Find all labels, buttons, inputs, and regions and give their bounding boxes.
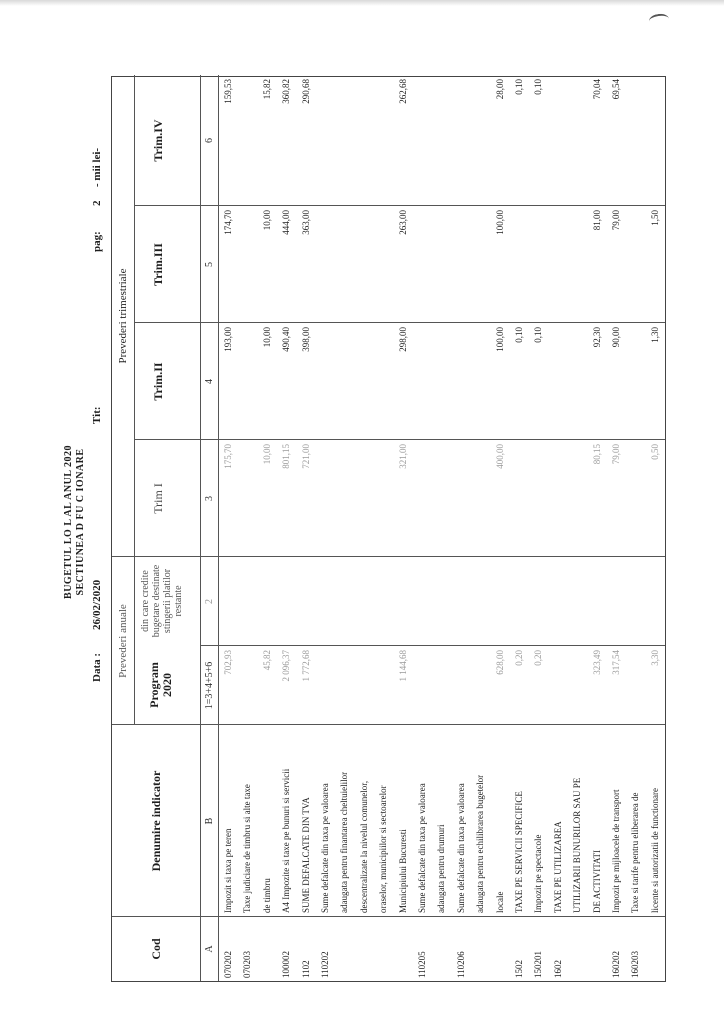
col-divider — [112, 724, 665, 725]
title-line-1: BUGETUL LO L AL ANUL 2020 — [63, 445, 74, 599]
header-prevederi-anuale: Prevederi anuale — [117, 604, 129, 678]
table-cell-prog: 628,00 — [494, 650, 505, 675]
table-cell-den: SUME DEFALCATE DIN TVA — [300, 797, 311, 913]
table-cell-den: TAXE PE SERVICII SPECIFICE — [514, 791, 524, 913]
table-cell-t2: 193,00 — [223, 327, 233, 352]
table-cell-den: descentralizate la nivelul comunelor, — [358, 780, 369, 913]
table-cell-prog: 1 772,68 — [300, 650, 311, 682]
table-cell-t3: 81,00 — [591, 210, 602, 231]
header-denumire: Denumire indicator — [149, 770, 163, 872]
table-cell-cod: 110202 — [320, 951, 330, 978]
row-divider — [200, 75, 201, 981]
col-divider — [112, 916, 665, 917]
table-cell-t4: 290,68 — [300, 79, 311, 104]
header-program: Program 2020 — [147, 662, 174, 708]
table-cell-t2: 298,00 — [397, 327, 408, 352]
tit-label: Tit: — [91, 406, 103, 424]
table-cell-t4: 262,68 — [397, 79, 408, 104]
header-credite: din care credite bugetare destinate stingerii platilor restante — [140, 564, 184, 638]
table-cell-prog: 323,49 — [591, 650, 602, 675]
table-cell-t3: 10,00 — [261, 210, 272, 231]
table-cell-t1: 801,15 — [281, 444, 292, 469]
table-cell-cod: 110205 — [417, 951, 427, 978]
table-cell-t1: 321,00 — [397, 444, 408, 469]
table-cell-cod: 100002 — [281, 951, 292, 978]
table-cell-t3: 363,00 — [300, 210, 311, 235]
index-5: 5 — [204, 262, 215, 267]
table-cell-prog: 0,20 — [514, 650, 524, 666]
table-cell-t2: 92,30 — [591, 327, 602, 348]
header-prevederi-trimestriale: Prevederi trimestriale — [117, 268, 129, 364]
table-cell-t1: 10,00 — [261, 444, 272, 465]
table-cell-t4: 0,10 — [514, 79, 524, 95]
budget-sheet — [59, 76, 669, 982]
table-cell-den: DE ACTIVITATI — [591, 849, 602, 913]
scan-mark — [648, 13, 669, 28]
table-cell-t3: 174,70 — [223, 210, 233, 235]
budget-table — [111, 76, 666, 982]
table-cell-den: Impozit si taxa pe teren — [223, 828, 233, 913]
index-2: 2 — [204, 599, 215, 604]
table-cell-t1: 175,70 — [223, 444, 233, 469]
document-title — [63, 312, 87, 732]
index-a: A — [204, 945, 215, 953]
table-cell-t3: 444,00 — [281, 210, 292, 235]
header-trim2: Trim.II — [151, 362, 165, 401]
date-value: 26/02/2020 — [91, 579, 103, 630]
table-cell-t1: 79,00 — [611, 444, 621, 465]
table-cell-t2: 90,00 — [611, 327, 621, 348]
index-1: 1=3+4+5+6 — [204, 661, 215, 710]
col-divider — [200, 645, 665, 646]
table-cell-den: Sume defalcate din taxa pe valoarea — [320, 783, 330, 913]
row-divider — [134, 75, 135, 557]
table-cell-den: oraselor, municipiilor si sectoarelor — [378, 785, 389, 913]
table-cell-cod: 070203 — [242, 951, 253, 978]
table-cell-den: Sume defalcate din taxa pe valoarea — [417, 783, 427, 913]
header-cod: Cod — [149, 938, 163, 960]
table-cell-prog: 2 096,37 — [281, 650, 292, 682]
index-3: 3 — [204, 496, 215, 501]
table-cell-den: locale — [494, 891, 505, 913]
table-cell-cod: 070202 — [223, 951, 233, 978]
table-cell-t3: 1,50 — [649, 210, 660, 226]
title-line-2: SECTIUNEA D FU C IONARE — [75, 448, 86, 596]
scan-edge — [0, 0, 724, 6]
table-cell-t4: 70,04 — [591, 79, 602, 100]
table-cell-cod: 160203 — [630, 951, 641, 978]
unit-label: - mii lei- — [91, 147, 103, 187]
header-trim4: Trim.IV — [151, 119, 165, 162]
table-cell-den: Municipiului Bucuresti — [397, 829, 408, 913]
table-cell-t2: 398,00 — [300, 327, 311, 352]
table-cell-t4: 360,82 — [281, 79, 292, 104]
page-number: 2 — [91, 200, 103, 206]
table-cell-prog: 0,20 — [533, 650, 544, 666]
page-label: pag: — [91, 231, 103, 252]
table-cell-den: adaugata pentru drumuri — [436, 824, 447, 913]
row-divider — [218, 75, 219, 981]
table-cell-den: Impozit pe spectacole — [533, 834, 544, 913]
table-cell-t2: 100,00 — [494, 327, 505, 352]
row-divider — [134, 557, 135, 725]
table-cell-prog: 317,54 — [611, 650, 621, 675]
table-cell-cod: 160202 — [611, 951, 621, 978]
table-cell-t1: 80,15 — [591, 444, 602, 465]
table-cell-t3: 263,00 — [397, 210, 408, 235]
date-label: Data : — [91, 652, 103, 682]
table-cell-den: Taxe si tarife pentru eliberarea de — [630, 792, 641, 913]
table-cell-den: adaugata pentru finantarea cheltuielilor — [339, 771, 350, 913]
table-cell-t1: 400,00 — [494, 444, 505, 469]
table-cell-t2: 1,30 — [649, 327, 660, 343]
table-cell-t4: 0,10 — [533, 79, 544, 95]
index-4: 4 — [204, 379, 215, 384]
table-cell-cod: 1602 — [552, 960, 563, 978]
table-cell-t1: 0,50 — [649, 444, 660, 460]
table-cell-den: UTILIZARII BUNURILOR SAU PE — [572, 777, 583, 913]
header-trim1: Trim I — [151, 483, 165, 514]
table-cell-den: Taxe judiciare de timbru si alte taxe — [242, 784, 253, 913]
table-cell-t2: 490,40 — [281, 327, 292, 352]
table-cell-den: Impozit pe mijloacele de transport — [611, 789, 621, 913]
table-cell-den: de timbru — [261, 878, 272, 913]
table-cell-cod: 1102 — [300, 960, 311, 978]
table-cell-den: A4 Impozite si taxe pe bunuri si servicii — [281, 768, 292, 913]
table-cell-t2: 0,10 — [514, 327, 524, 343]
table-cell-t4: 28,00 — [494, 79, 505, 100]
table-cell-t1: 721,00 — [300, 444, 311, 469]
meta-line — [91, 82, 105, 682]
col-divider — [112, 556, 665, 557]
table-cell-cod: 1502 — [514, 960, 524, 978]
index-6: 6 — [204, 138, 215, 143]
table-cell-t3: 100,00 — [494, 210, 505, 235]
header-trim3: Trim.III — [151, 243, 165, 286]
table-cell-prog: 1 144,68 — [397, 650, 408, 682]
table-cell-prog: 3,30 — [649, 650, 660, 666]
table-cell-den: adaugata pentru echilibrarea bugetelor — [475, 774, 486, 913]
table-cell-prog: 702,93 — [223, 650, 233, 675]
table-cell-t4: 159,53 — [223, 79, 233, 104]
index-b: B — [204, 817, 215, 825]
table-cell-cod: 150201 — [533, 951, 544, 978]
table-cell-t3: 79,00 — [611, 210, 621, 231]
table-cell-den: Sume defalcate din taxa pe valoarea — [455, 783, 466, 913]
table-cell-prog: 45,82 — [261, 650, 272, 671]
table-cell-t2: 0,10 — [533, 327, 544, 343]
table-cell-den: licente si autorizatii de functionare — [649, 788, 660, 913]
table-cell-t4: 15,82 — [261, 79, 272, 100]
table-cell-cod: 110206 — [455, 951, 466, 978]
table-cell-t4: 69,54 — [611, 79, 621, 100]
table-cell-t2: 10,00 — [261, 327, 272, 348]
table-cell-den: TAXE PE UTILIZAREA — [552, 821, 563, 913]
